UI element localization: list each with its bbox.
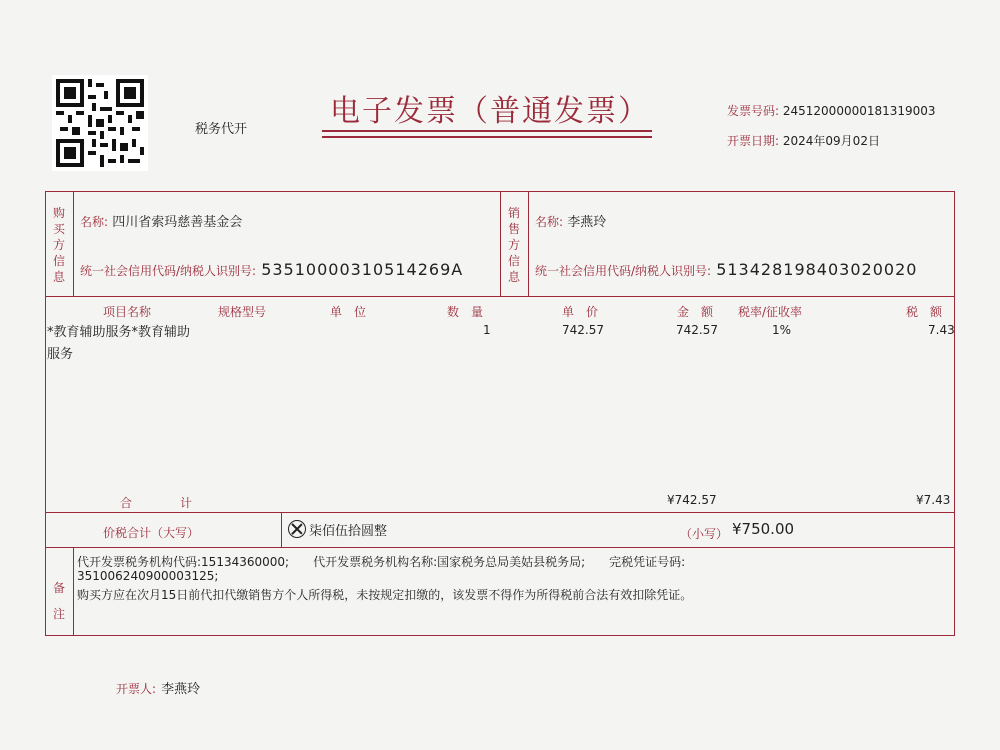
seller-name-label: 名称: <box>535 215 564 229</box>
total-label: 合 计 <box>120 496 193 510</box>
item-name: *教育辅助服务*教育辅助 <box>47 325 191 340</box>
invoice-title: 电子发票（普通发票） <box>330 94 650 129</box>
buyer-section-char: 买 <box>52 222 65 236</box>
invoice-date-label: 开票日期: <box>727 134 780 148</box>
divider <box>281 512 282 547</box>
seller-section-label <box>507 205 521 285</box>
buyer-name <box>80 211 242 230</box>
total-tax: ¥7.43 <box>916 493 951 507</box>
col-header-spec: 规格型号 <box>218 305 267 319</box>
seller-section-char: 销 <box>507 206 520 220</box>
seller-name-value: 李燕玲 <box>567 215 607 230</box>
title-underline <box>322 136 652 138</box>
invoice-number <box>727 102 936 119</box>
invoice-date <box>727 132 880 149</box>
buyer-code-label: 统一社会信用代码/纳税人识别号: <box>80 264 257 278</box>
buyer-section-label <box>52 205 66 285</box>
buyer-code-value: 53510000310514269A <box>261 260 464 279</box>
col-header-price: 单 价 <box>562 305 599 319</box>
issuer-label: 开票人: <box>116 682 157 696</box>
remarks-section-label <box>52 575 66 627</box>
buyer-name-value: 四川省索玛慈善基金会 <box>112 215 243 230</box>
item-amount: 742.57 <box>676 323 718 337</box>
item-tax: 7.43 <box>928 323 955 337</box>
remarks-section-char: 注 <box>52 607 65 621</box>
item-qty: 1 <box>483 323 491 337</box>
buyer-code <box>80 260 463 279</box>
divider <box>45 547 955 548</box>
col-header-qty: 数 量 <box>447 305 484 319</box>
qr-code-icon <box>52 75 148 171</box>
col-header-name: 项目名称 <box>103 305 152 319</box>
remarks-line: 代开发票税务机构代码:15134360000; 代开发票税务机构名称:国家税务总局美姑县税务局; 完税凭证号码: <box>77 555 686 569</box>
grand-total-small-label: （小写） <box>680 527 729 541</box>
divider <box>45 296 955 297</box>
total-amount: ¥742.57 <box>667 493 717 507</box>
seller-code-value: 513428198403020020 <box>716 260 918 279</box>
item-price: 742.57 <box>562 323 604 337</box>
seller-code-label: 统一社会信用代码/纳税人识别号: <box>535 264 712 278</box>
grand-total-value: ¥750.00 <box>732 520 795 538</box>
remarks-line: 351006240900003125; <box>77 569 219 583</box>
circle-x-icon <box>288 520 306 538</box>
title-underline <box>322 130 652 132</box>
issuer <box>116 678 200 697</box>
buyer-section-char: 息 <box>52 270 65 284</box>
grand-total-chinese <box>288 520 387 539</box>
divider <box>45 512 955 513</box>
col-header-unit: 单 位 <box>330 305 367 319</box>
buyer-name-label: 名称: <box>80 215 109 229</box>
issuer-value: 李燕玲 <box>161 682 201 697</box>
invoice-number-value: 24512000000181319003 <box>782 104 936 118</box>
seller-section-char: 方 <box>507 238 520 252</box>
remarks-line: 购买方应在次月15日前代扣代缴销售方个人所得税，未按规定扣缴的，该发票不得作为所得税前合法有效扣除凭证。 <box>77 588 693 602</box>
item-name-continued: 服务 <box>47 347 74 362</box>
divider <box>73 547 74 636</box>
col-header-tax: 税 额 <box>906 305 943 319</box>
agent-label: 税务代开 <box>195 122 248 137</box>
seller-section-char: 售 <box>507 222 520 236</box>
item-rate: 1% <box>772 323 792 337</box>
seller-code <box>535 260 917 279</box>
col-header-rate: 税率/征收率 <box>738 305 803 319</box>
invoice-number-label: 发票号码: <box>727 104 780 118</box>
remarks-section-char: 备 <box>52 581 65 595</box>
seller-section-char: 信 <box>507 254 520 268</box>
seller-section-char: 息 <box>507 270 520 284</box>
grand-total-label: 价税合计（大写） <box>103 526 200 540</box>
divider <box>528 191 529 296</box>
divider <box>500 191 501 296</box>
invoice-date-value: 2024年09月02日 <box>782 134 880 148</box>
seller-name <box>535 211 606 230</box>
buyer-section-char: 方 <box>52 238 65 252</box>
grand-total-chinese-value: 柒佰伍拾圆整 <box>309 524 388 539</box>
divider <box>73 191 74 296</box>
buyer-section-char: 购 <box>52 206 65 220</box>
buyer-section-char: 信 <box>52 254 65 268</box>
col-header-amount: 金 额 <box>677 305 714 319</box>
